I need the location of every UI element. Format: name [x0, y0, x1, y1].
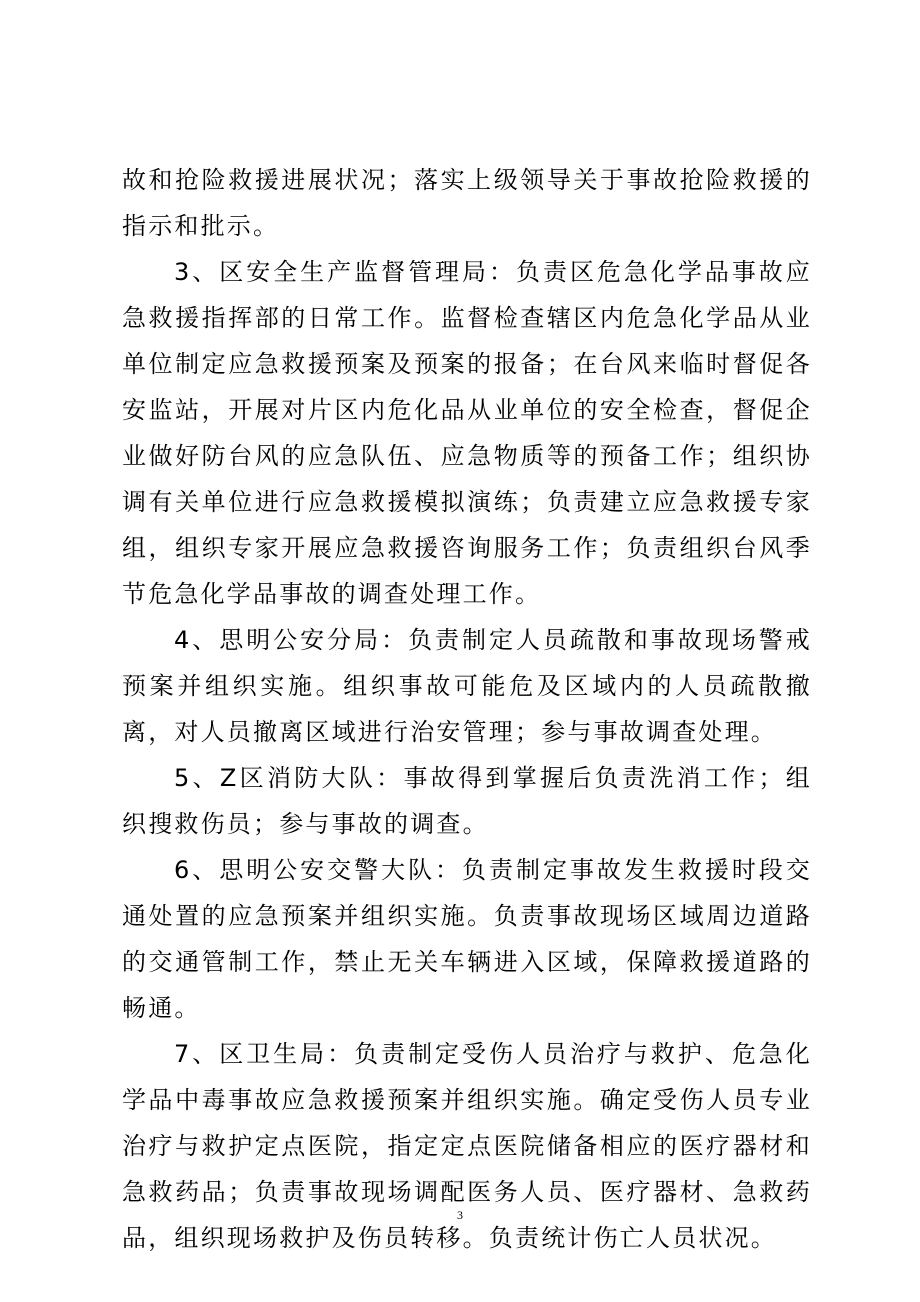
paragraph-continuation: 故和抢险救援进展状况；落实上级领导关于事故抢险救援的指示和批示。: [122, 166, 812, 240]
page-number: 3: [457, 1208, 463, 1222]
paragraph-item-4: 4、思明公安分局：负责制定人员疏散和事故现场警戒预案并组织实施。组织事故可能危及区域内的人员疏散撤离，对人员撤离区域进行治安管理；参与事故调查处理。: [122, 626, 812, 746]
paragraph-item-7: 7、区卫生局：负责制定受伤人员治疗与救护、危急化学品中毒事故应急救援预案并组织实施。确定受伤人员专业治疗与救护定点医院，指定定点医院储备相应的医疗器材和急救药品；负责事故现场调配医务人员、医疗器材、急救药品，组织现场救护及伤员转移。负责统计伤亡人员状况。: [122, 1040, 812, 1252]
paragraph-item-5: 5、Z区消防大队：事故得到掌握后负责洗消工作；组织搜救伤员；参与事故的调查。: [122, 764, 812, 838]
paragraph-item-6: 6、思明公安交警大队：负责制定事故发生救援时段交通处置的应急预案并组织实施。负责事故现场区域周边道路的交通管制工作，禁止无关车辆进入区域，保障救援道路的畅通。: [122, 856, 812, 1022]
paragraph-item-3: 3、区安全生产监督管理局：负责区危急化学品事故应急救援指挥部的日常工作。监督检查辖区内危急化学品从业单位制定应急救援预案及预案的报备；在台风来临时督促各安监站，开展对片区内危化品从业单位的安全检查，督促企业做好防台风的应急队伍、应急物质等的预备工作；组织协调有关单位进行应急救援模拟演练；负责建立应急救援专家组，组织专家开展应急救援咨询服务工作；负责组织台风季节危急化学品事故的调查处理工作。: [122, 258, 812, 608]
document-body: [122, 157, 812, 1261]
